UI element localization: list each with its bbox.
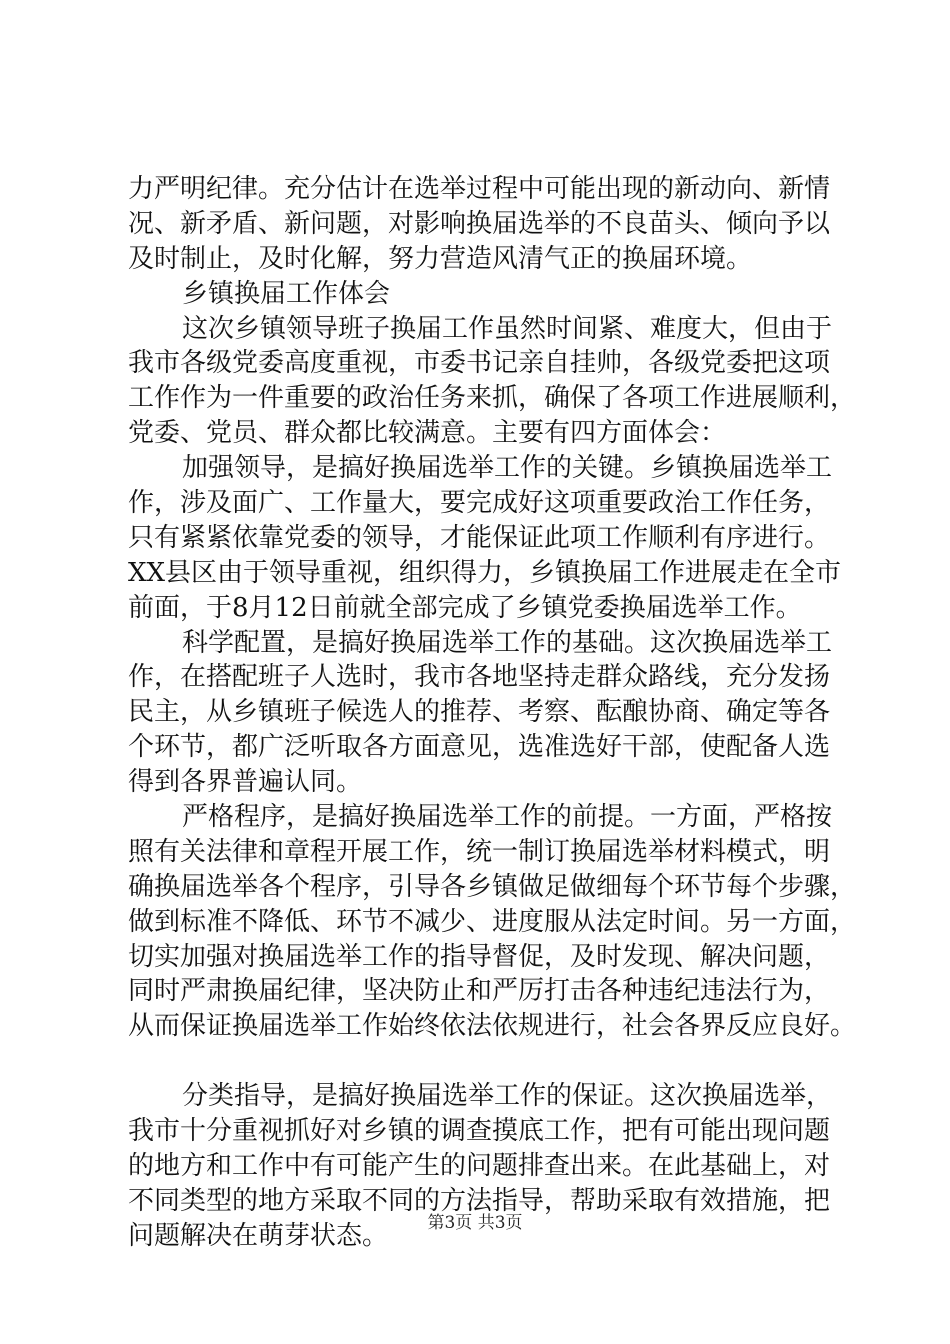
text-line: 科学配置，是搞好换届选举工作的基础。这次换届选举工 — [182, 627, 833, 658]
text-line: 的地方和工作中有可能产生的问题排查出来。在此基础上，对 — [128, 1151, 831, 1182]
text-line: 不同类型的地方采取不同的方法指导，帮助采取有效措施，把 — [128, 1185, 831, 1216]
text-line: 做到标准不降低、环节不减少、进度服从法定时间。另一方面， — [128, 906, 857, 937]
text-line: 工作作为一件重要的政治任务来抓，确保了各项工作进展顺利， — [128, 383, 857, 414]
text-line: 从而保证换届选举工作始终依法依规进行，社会各界反应良好。 — [128, 1011, 857, 1042]
text-line: 我市十分重视抓好对乡镇的调查摸底工作，把有可能出现问题 — [128, 1116, 831, 1147]
paragraph — [128, 172, 831, 277]
text-line: 及时制止，及时化解，努力营造风清气正的换届环境。 — [128, 243, 753, 274]
text-line: 力严明纪律。充分估计在选举过程中可能出现的新动向、新情 — [128, 174, 831, 204]
paragraph — [128, 800, 857, 1044]
text-line: 问题解决在萌芽状态。 — [128, 1220, 389, 1251]
text-line: 分类指导，是搞好换届选举工作的保证。这次换届选举， — [182, 1081, 833, 1112]
page-number-footer: 第3页 共3页 — [427, 1213, 523, 1233]
text-line: 前面，于8月12日前就全部完成了乡镇党委换届选举工作。 — [128, 592, 802, 623]
text-line: 个环节，都广泛听取各方面意见，选准选好干部，使配备人选 — [128, 732, 831, 763]
text-line: 作，在搭配班子人选时，我市各地坚持走群众路线，充分发扬 — [128, 662, 831, 693]
text-line: 这次乡镇领导班子换届工作虽然时间紧、难度大，但由于 — [182, 313, 833, 344]
paragraph — [128, 626, 833, 800]
text-line: 加强领导，是搞好换届选举工作的关键。乡镇换届选举工 — [182, 453, 833, 484]
text-line: 确换届选举各个程序，引导各乡镇做足做细每个环节每个步骤， — [128, 871, 857, 902]
section-heading — [128, 277, 823, 312]
heading-text: 乡镇换届工作体会 — [182, 278, 391, 309]
text-line: 严格程序，是搞好换届选举工作的前提。一方面，严格按 — [182, 802, 833, 833]
text-line: XX县区由于领导重视，组织得力，乡镇换届工作进展走在全市 — [128, 557, 842, 588]
paragraph-gap — [128, 1044, 823, 1079]
paragraph — [128, 312, 857, 452]
text-line: 况、新矛盾、新问题，对影响换届选举的不良苗头、倾向予以 — [128, 208, 831, 239]
text-line: 切实加强对换届选举工作的指导督促，及时发现、解决问题， — [128, 941, 831, 972]
text-line: 只有紧紧依靠党委的领导，才能保证此项工作顺利有序进行。 — [128, 522, 831, 553]
text-line: 照有关法律和章程开展工作，统一制订换届选举材料模式，明 — [128, 836, 831, 867]
text-line: 我市各级党委高度重视，市委书记亲自挂帅，各级党委把这项 — [128, 348, 831, 379]
text-line: 党委、党员、群众都比较满意。主要有四方面体会： — [128, 418, 727, 449]
text-line: 作，涉及面广、工作量大，要完成好这项重要政治工作任务， — [128, 488, 831, 519]
text-line: 同时严肃换届纪律，坚决防止和严厉打击各种违纪违法行为， — [128, 976, 831, 1007]
text-line: 民主，从乡镇班子候选人的推荐、考察、酝酿协商、确定等各 — [128, 697, 831, 728]
paragraph — [128, 451, 842, 625]
text-line: 得到各界普遍认同。 — [128, 767, 363, 798]
document-body — [128, 172, 857, 1254]
